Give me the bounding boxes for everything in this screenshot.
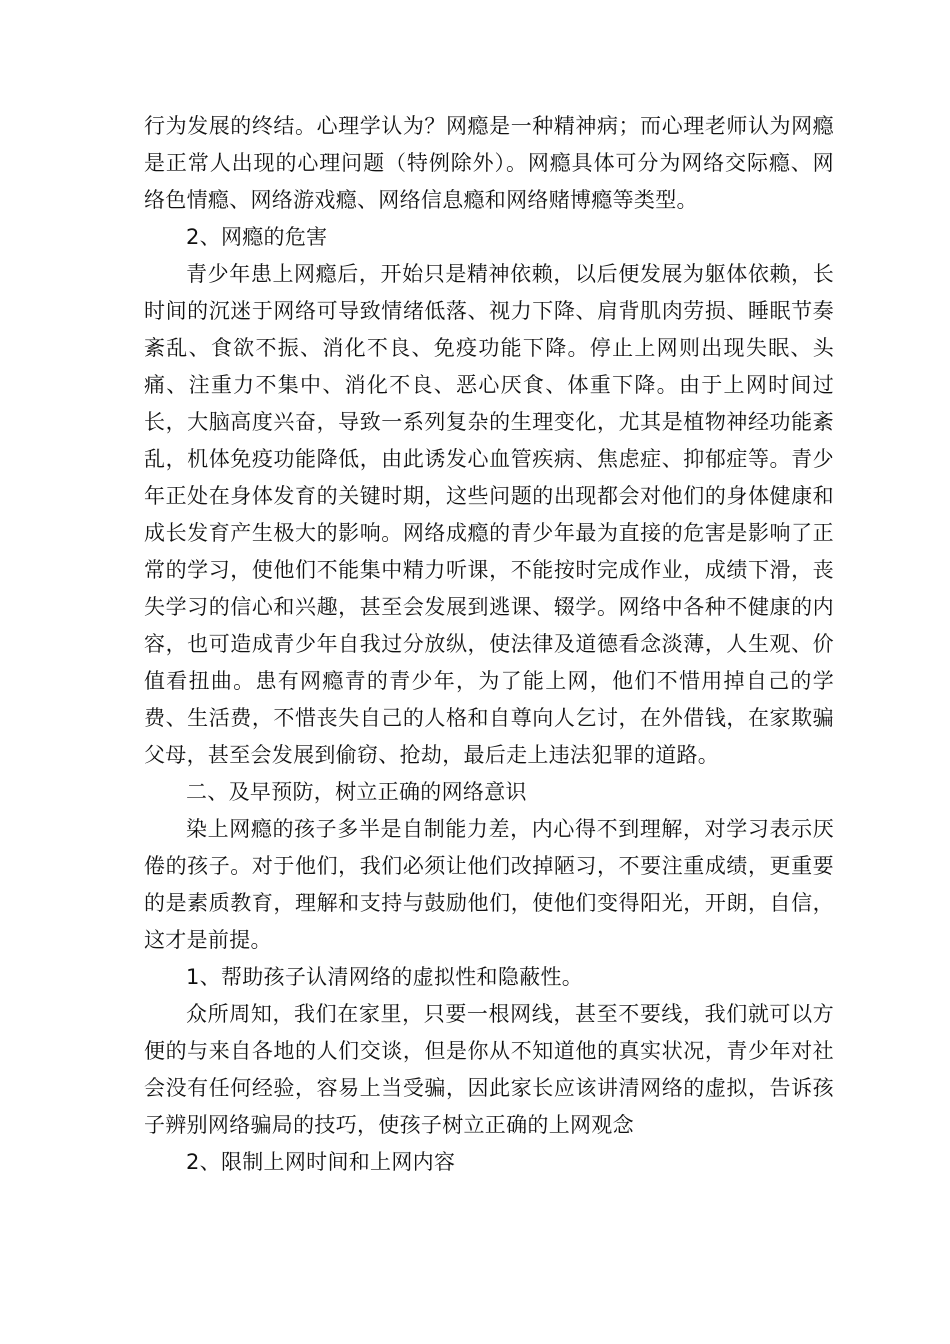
document-body [144,108,834,1181]
paragraph-prevention: 染上网瘾的孩子多半是自制能力差，内心得不到理解，对学习表示厌倦的孩子。对于他们，我们必须让他们改掉陋习，不要注重成绩，更重要的是素质教育，理解和支持与鼓励他们，使他们变得阳光，开朗，自信，这才是前提。 [144,817,834,952]
paragraph-harms: 青少年患上网瘾后，开始只是精神依赖，以后便发展为躯体依赖，长时间的沉迷于网络可导致情绪低落、视力下降、肩背肌肉劳损、睡眠节奏紊乱、食欲不振、消化不良、免疫功能下降。停止上网则出现失眠、头痛、注重力不集中、消化不良、恶心厌食、体重下降。由于上网时间过长，大脑高度兴奋，导致一系列复杂的生理变化，尤其是植物神经功能紊乱，机体免疫功能降低，由此诱发心血管疾病、焦虑症、抑郁症等。青少年正处在身体发育的关键时期，这些问题的出现都会对他们的身体健康和成长发育产生极大的影响。网络成瘾的青少年最为直接的危害是影响了正常的学习，使他们不能集中精力听课，不能按时完成作业，成绩下滑，丧失学习的信心和兴趣，甚至会发展到逃课、辍学。网络中各种不健康的内容，也可造成青少年自我过分放纵，使法律及道德看念淡薄，人生观、价值看扭曲。患有网瘾青的青少年，为了能上网，他们不惜用掉自己的学费、生活费，不惜丧失自己的人格和自尊向人乞讨，在外借钱，在家欺骗父母，甚至会发展到偷窃、抢劫，最后走上违法犯罪的道路。 [144,262,834,767]
section-heading-harms: 2、网瘾的危害 [186,225,328,249]
section-heading-limit-time: 2、限制上网时间和上网内容 [186,1150,456,1174]
paragraph-addiction-types: 行为发展的终结。心理学认为？网瘾是一种精神病；而心理老师认为网瘾是正常人出现的心理问题（特例除外）。网瘾具体可分为网络交际瘾、网络色情瘾、网络游戏瘾、网络信息瘾和网络赌博瘾等类型。 [144,114,834,212]
paragraph-virtuality: 众所周知，我们在家里，只要一根网线，甚至不要线，我们就可以方便的与来自各地的人们交谈，但是你从不知道他的真实状况，青少年对社会没有任何经验，容易上当受骗，因此家长应该讲清网络的虚拟，告诉孩子辨别网络骗局的技巧，使孩子树立正确的上网观念 [144,1002,834,1137]
section-heading-virtuality: 1、帮助孩子认清网络的虚拟性和隐蔽性。 [186,965,584,989]
section-heading-prevention: 二、及早预防，树立正确的网络意识 [186,780,527,804]
